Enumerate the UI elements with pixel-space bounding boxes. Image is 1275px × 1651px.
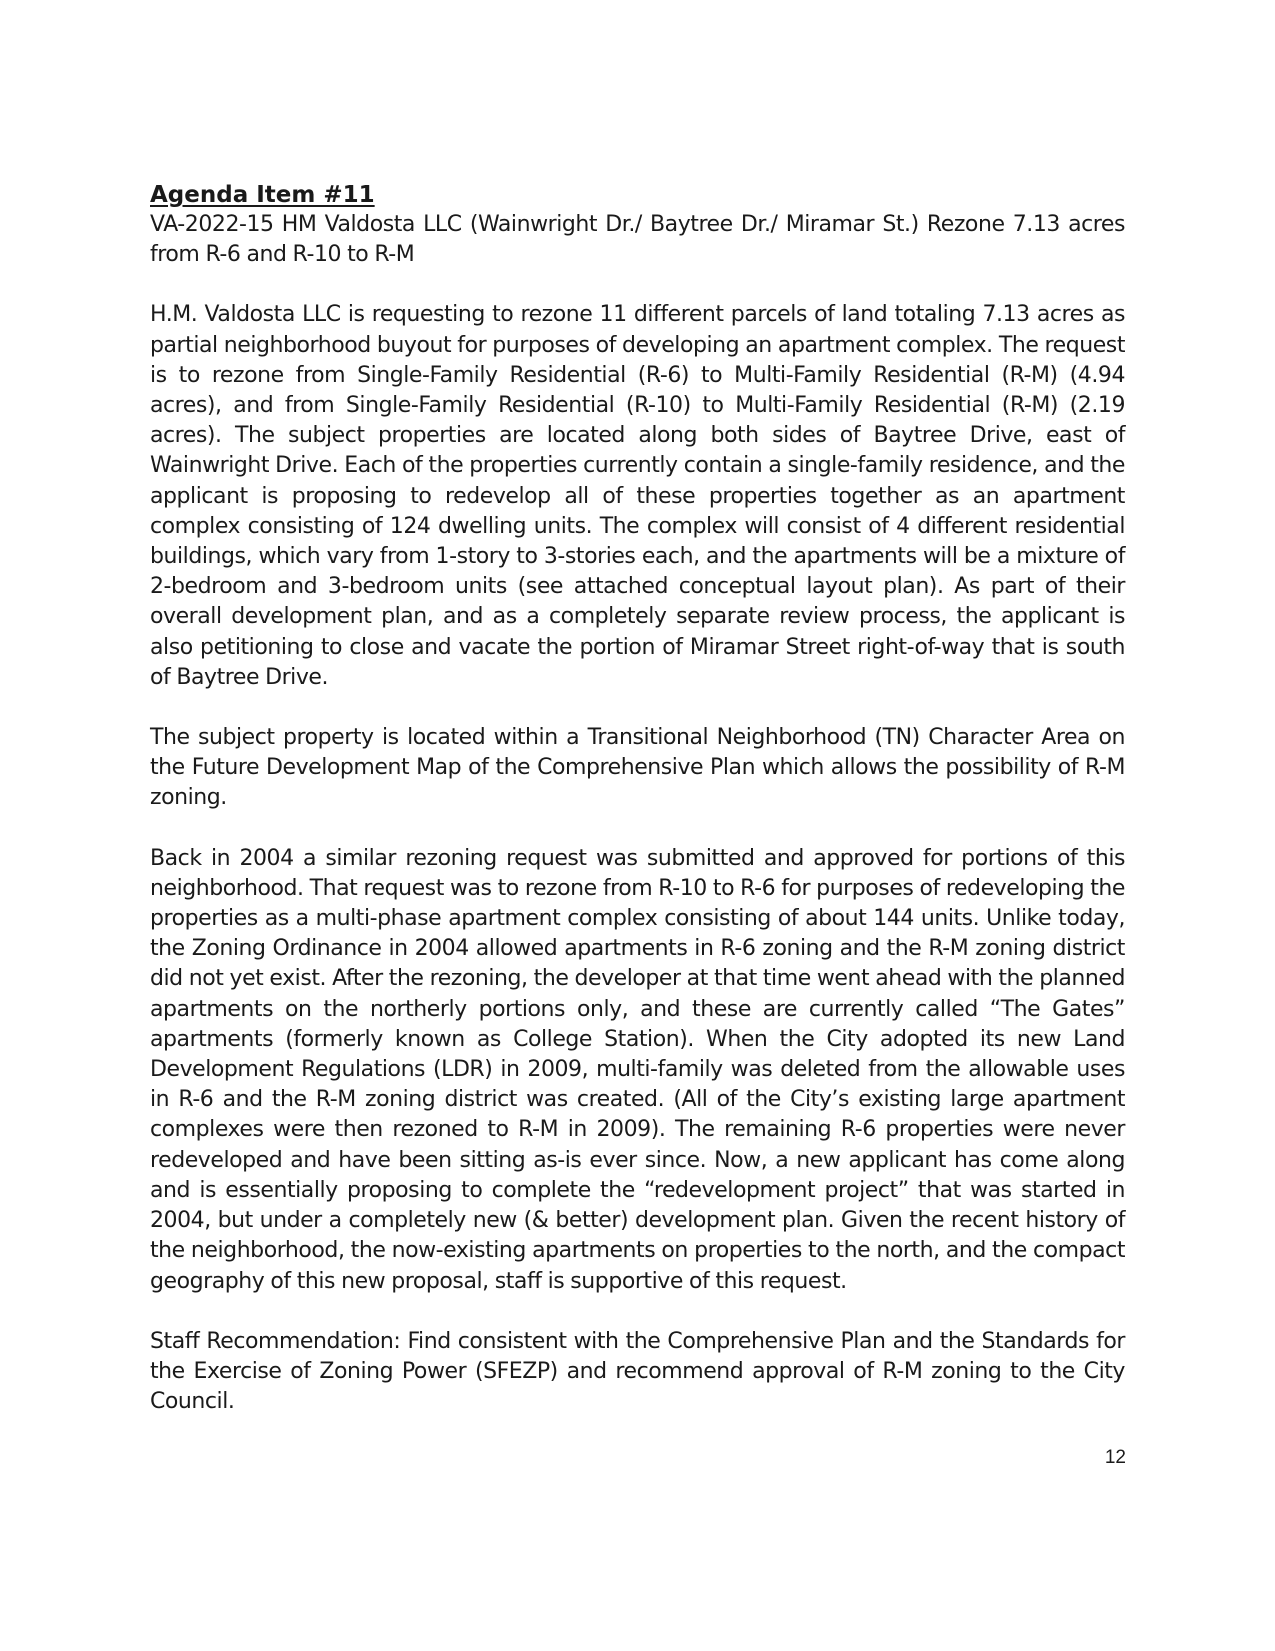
document-body (150, 180, 1125, 1447)
page-number: 12 (1104, 1447, 1126, 1468)
request-summary-paragraph: H.M. Valdosta LLC is requesting to rezone 11 different parcels of land totaling 7.13 acres as partial neighborhood buyout for purposes of developing an apartment complex. The request is to rezone from Single-Family Residential (R-6) to Multi-Family Residential (R-M) (4.94 acres), and from Single-Family Residential (R-10) to Multi-Family Residential (R-M) (2.19 acres). The subject properties are located along both sides of Baytree Drive, east of Wainwright Drive. Each of the properties currently contain a single-family residence, and the applicant is proposing to redevelop all of these properties together as an apartment complex consisting of 124 dwelling units. The complex will consist of 4 different residential buildings, which vary from 1-story to 3-stories each, and the apartments will be a mixture of 2-bedroom and 3-bedroom units (see attached conceptual layout plan). As part of their overall development plan, and as a completely separate review process, the applicant is also petitioning to close and vacate the portion of Miramar Street right-of-way that is south of Baytree Drive. (150, 302, 1125, 690)
staff-recommendation-paragraph: Staff Recommendation: Find consistent with the Comprehensive Plan and the Standards for the Exercise of Zoning Power (SFEZP) and recommend approval of R-M zoning to the City Council. (150, 1328, 1125, 1415)
agenda-item-subtitle: VA-2022-15 HM Valdosta LLC (Wainwright Dr./ Baytree Dr./ Miramar St.) Rezone 7.13 acres from R-6 and R-10 to R-M (150, 212, 1125, 268)
character-area-paragraph: The subject property is located within a Transitional Neighborhood (TN) Character Area on the Future Development Map of the Comprehensive Plan which allows the possibility of R-M zoning. (150, 725, 1125, 811)
agenda-item-heading: Agenda Item #11 (150, 182, 375, 208)
history-paragraph: Back in 2004 a similar rezoning request was submitted and approved for portions of this neighborhood. That request was to rezone from R-10 to R-6 for purposes of redeveloping the properties as a multi-phase apartment complex consisting of about 144 units. Unlike today, the Zoning Ordinance in 2004 allowed apartments in R-6 zoning and the R-M zoning district did not yet exist. After the rezoning, the developer at that time went ahead with the planned apartments on the northerly portions only, and these are currently called “The Gates” apartments (formerly known as College Station). When the City adopted its new Land Development Regulations (LDR) in 2009, multi-family was deleted from the allowable uses in R-6 and the R-M zoning district was created. (All of the City’s existing large apartment complexes were then rezoned to R-M in 2009). The remaining R-6 properties were never redeveloped and have been sitting as-is ever since. Now, a new applicant has come along and is essentially proposing to complete the “redevelopment project” that was started in 2004, but under a completely new (& better) development plan. Given the recent history of the neighborhood, the now-existing apartments on properties to the north, and the compact geography of this new proposal, staff is supportive of this request. (150, 845, 1125, 1294)
